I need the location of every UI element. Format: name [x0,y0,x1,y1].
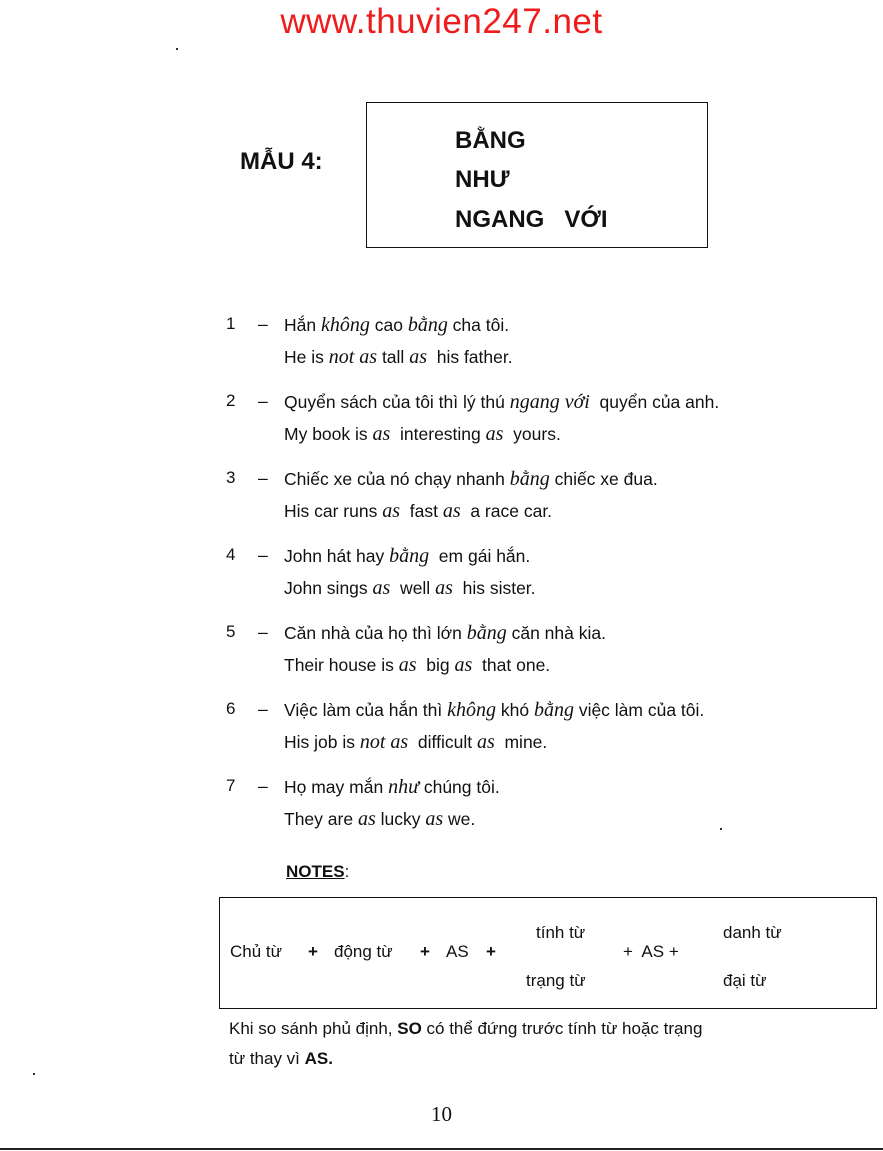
pattern-label: MẪU 4: [240,148,323,175]
example-english [284,654,550,677]
emphasis-text: ngang với [509,391,590,413]
emphasis-text: as [435,577,453,599]
example-text: interesting [390,424,486,444]
example-text: Quyển sách của tôi thì lý thú [284,392,510,412]
emphasis-text: as [357,808,376,830]
scan-speck [720,828,722,830]
example-text: yours. [503,424,561,444]
emphasis-text: as [442,500,461,522]
example-text: well [390,578,436,598]
footnote-text-1a: Khi so sánh phủ định, [229,1019,398,1038]
example-text: lucky [375,809,426,829]
emphasis-text: bằng [466,622,507,644]
example-text: big [416,655,455,675]
example-text: cha tôi. [447,315,510,335]
example-text: John hát hay [284,546,390,566]
example-vietnamese [258,545,531,568]
emphasis-text: as [485,423,504,445]
example-number: 5 [226,622,236,641]
emphasis-text: as [372,577,391,599]
formula-noun: danh từ [723,923,782,942]
example-text: Hắn [284,315,321,335]
formula-plus-1: + [308,942,318,961]
example-text: chúng tôi. [418,777,500,797]
scan-speck [176,48,178,50]
formula-box [219,897,877,1009]
emphasis-text: not as [359,731,409,753]
example-text: căn nhà kia. [506,623,606,643]
example-english [284,346,513,369]
example-text: fast [400,501,443,521]
example-vietnamese [258,776,500,799]
dash-mark: – [258,314,268,334]
example-text: Việc làm của hắn thì [284,700,448,720]
emphasis-text: as [382,500,401,522]
example-text: his sister. [452,578,536,598]
example-text: His job is [284,732,360,752]
emphasis-text: not as [328,346,378,368]
bottom-rule [0,1148,883,1150]
example-english [284,500,552,523]
footnote-as: AS. [304,1049,333,1068]
example-text: we. [443,809,476,829]
emphasis-text: bằng [509,468,550,490]
formula-adjective: tính từ [536,923,586,942]
example-text: Chiếc xe của nó chạy nhanh [284,469,510,489]
example-text: chiếc xe đua. [549,469,658,489]
dash-mark: – [258,622,268,642]
formula-as-2: + AS + [623,942,679,961]
formula-adverb: trạng từ [526,971,586,990]
example-text: John sings [284,578,373,598]
example-text: a race car. [460,501,553,521]
example-text: em gái hắn. [429,546,531,566]
dash-mark: – [258,468,268,488]
example-vietnamese [258,468,658,491]
formula-plus-2: + [420,942,430,961]
emphasis-text: as [454,654,473,676]
example-vietnamese [258,391,720,414]
dash-mark: – [258,699,268,719]
example-text: mine. [494,732,548,752]
example-number: 3 [226,468,236,487]
emphasis-text: bằng [407,314,448,336]
example-text: difficult [408,732,477,752]
formula-pronoun: đại từ [723,971,767,990]
example-text: Họ may mắn [284,777,389,797]
page-number: 10 [431,1102,452,1126]
emphasis-text: bằng [389,545,430,567]
example-text: My book is [284,424,373,444]
dash-mark: – [258,545,268,565]
notes-label: NOTES [286,862,345,881]
emphasis-text: không [447,699,496,721]
example-number: 1 [226,314,236,333]
pattern-line-3: NGANG VỚI [455,206,608,233]
dash-mark: – [258,776,268,796]
pattern-line-2: NHƯ [455,166,510,193]
footnote-text-2a: từ thay vì [229,1049,305,1068]
example-text: việc làm của tôi. [573,700,705,720]
footnote-text-1b: có thể đứng trước tính từ hoặc trạng [421,1019,703,1038]
example-text: khó [496,700,534,720]
notes-colon: : [344,862,350,881]
example-text: that one. [472,655,551,675]
emphasis-text: as [409,346,427,368]
emphasis-text: không [320,314,370,336]
pattern-box [366,102,708,248]
example-text: quyển của anh. [589,392,720,412]
formula-subject: Chủ từ [230,942,283,961]
example-text: They are [284,809,358,829]
pattern-line-1: BẰNG [455,127,526,154]
footnote-line-2 [229,1049,333,1069]
example-text: Căn nhà của họ thì lớn [284,623,467,643]
emphasis-text: bằng [533,699,574,721]
example-english [284,808,475,831]
example-number: 7 [226,776,236,795]
example-vietnamese [258,699,705,722]
example-english [284,731,547,754]
example-number: 2 [226,391,236,410]
emphasis-text: as [398,654,417,676]
example-text: He is [284,347,329,367]
emphasis-text: như [388,776,419,798]
emphasis-text: as [425,808,444,830]
example-text: tall [377,347,410,367]
emphasis-text: as [372,423,391,445]
footnote-so: SO [397,1019,422,1038]
example-english [284,577,536,600]
emphasis-text: as [476,731,495,753]
formula-verb: động từ [334,942,393,961]
footnote-line-1 [229,1019,702,1039]
example-text: His car runs [284,501,383,521]
example-vietnamese [258,622,606,645]
notes-heading [286,862,349,882]
example-vietnamese [258,314,510,337]
watermark: www.thuvien247.net [280,2,603,41]
example-english [284,423,561,446]
example-number: 4 [226,545,236,564]
dash-mark: – [258,391,268,411]
example-text: cao [369,315,408,335]
example-text: Their house is [284,655,399,675]
example-number: 6 [226,699,236,718]
scan-speck [33,1073,35,1075]
formula-as-1: AS [446,942,469,961]
formula-plus-3: + [486,942,496,961]
example-text: his father. [426,347,513,367]
